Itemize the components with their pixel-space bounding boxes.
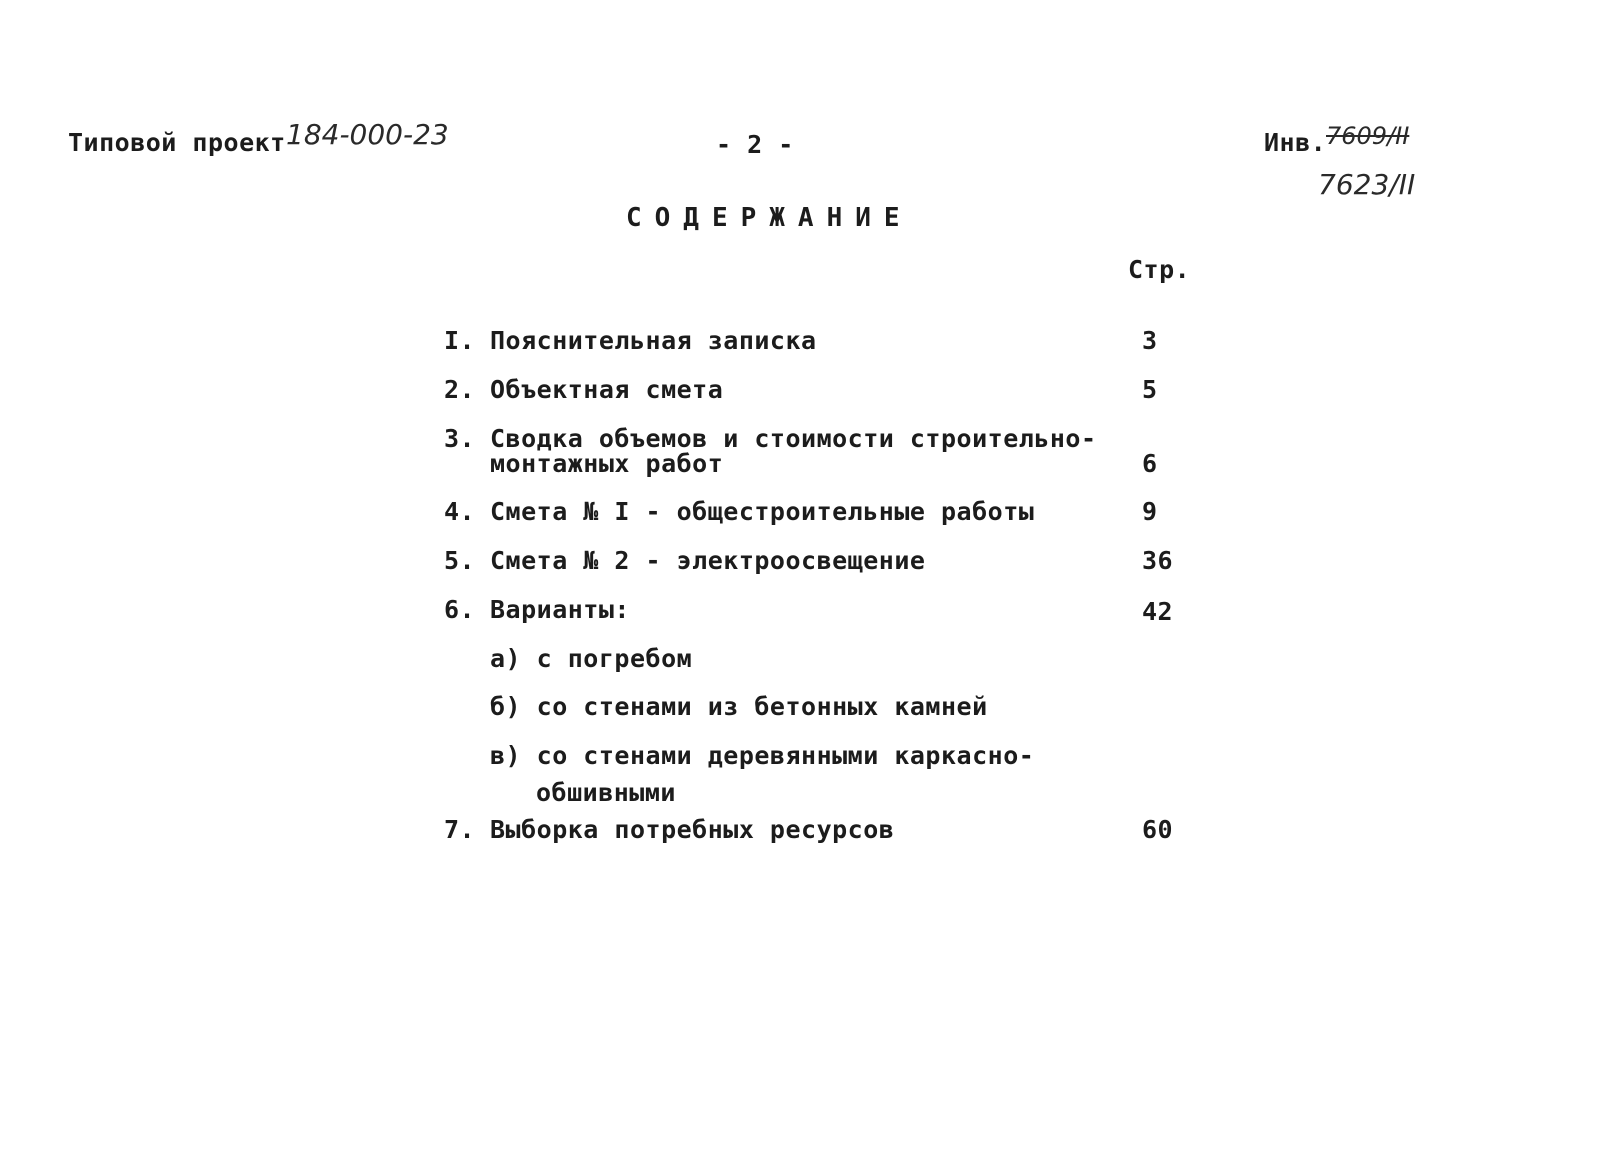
toc-item-number: 7. — [444, 815, 476, 844]
toc-subitem-title: а) с погребом — [490, 644, 693, 673]
inventory-label: Инв. — [1264, 128, 1327, 157]
toc-item-page: 5 — [1142, 375, 1158, 404]
toc-item-page: 9 — [1142, 497, 1158, 526]
inventory-number-crossed: 7609/II — [1326, 122, 1410, 150]
toc-item-title: Смета № 2 - электроосвещение — [490, 546, 926, 575]
toc-item-page: 60 — [1142, 815, 1174, 844]
toc-item-page: 6 — [1142, 449, 1158, 478]
toc-item-title-continued: монтажных работ — [490, 449, 724, 478]
toc-subitem-title: б) со стенами из бетонных камней — [490, 692, 988, 721]
toc-subitem-title: в) со стенами деревянными каркасно- — [490, 741, 1035, 770]
toc-item-title: Выборка потребных ресурсов — [490, 815, 895, 844]
toc-item-page: 3 — [1142, 326, 1158, 355]
page-column-label: Стр. — [1128, 255, 1191, 284]
toc-item-title: Пояснительная записка — [490, 326, 817, 355]
toc-item-title: Объектная смета — [490, 375, 724, 404]
document-title: СОДЕРЖАНИЕ — [626, 203, 913, 233]
toc-item-number: 6. — [444, 595, 476, 624]
toc-item-number: 3. — [444, 424, 476, 453]
project-label: Типовой проект — [68, 128, 286, 157]
toc-item-title: Сводка объемов и стоимости строительно- — [490, 424, 1097, 453]
project-number: 184-000-23 — [286, 118, 449, 151]
toc-item-number: I. — [444, 326, 476, 355]
toc-item-number: 2. — [444, 375, 476, 404]
toc-subitem-title-continued: обшивными — [536, 778, 676, 807]
inventory-number: 7623/II — [1318, 168, 1416, 201]
page-marker: - 2 - — [716, 130, 794, 159]
toc-item-title: Варианты: — [490, 595, 630, 624]
toc-item-page: 42 — [1142, 597, 1174, 626]
toc-item-title: Смета № I - общестроительные работы — [490, 497, 1035, 526]
toc-item-number: 4. — [444, 497, 476, 526]
toc-item-page: 36 — [1142, 546, 1174, 575]
toc-item-number: 5. — [444, 546, 476, 575]
